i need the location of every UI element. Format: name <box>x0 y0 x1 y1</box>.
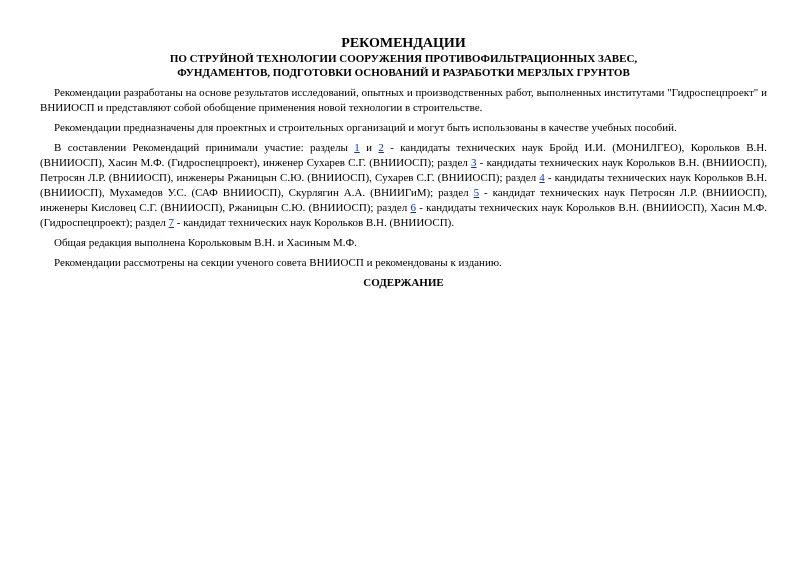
contents-heading: СОДЕРЖАНИЕ <box>363 277 444 289</box>
authors-text-2: - кандидаты технических наук Бройд И.И. (МОНИЛГЕО), Корольков В.Н. (ВНИИОСП), Хасин М.Ф. (Гидроспецпроект), инженер Сухарев С.Г. (ВНИИОСП); раздел <box>40 142 767 169</box>
authors-text-5: - кандидат технических наук Петросян Л.Р. (ВНИИОСП), инженеры Кисловец С.Г. (ВНИИОСП), Ржаницын С.Ю. (ВНИИОСП); раздел <box>40 187 767 214</box>
section-link-6[interactable]: 6 <box>410 202 416 214</box>
section-link-1[interactable]: 1 <box>354 142 360 154</box>
section-link-7[interactable]: 7 <box>168 217 175 229</box>
paragraph-authors <box>40 141 767 231</box>
paragraph-editors: Общая редакция выполнена Корольковым В.Н. и Хасиным М.Ф. <box>54 237 357 249</box>
paragraph-approval: Рекомендации рассмотрены на секции ученого совета ВНИИОСП и рекомендованы к изданию. <box>54 257 502 269</box>
document-title: РЕКОМЕНДАЦИИ <box>341 36 466 51</box>
authors-text-3: - кандидаты технических наук Корольков В.Н. (ВНИИОСП), Петросян Л.Р. (ВНИИОСП), инженеры Ржаницын С.Ю. (ВНИИОСП), Сухарев С.Г. (ВНИИОСП); раздел <box>40 157 767 184</box>
section-link-3[interactable]: 3 <box>471 157 477 169</box>
authors-text-0: В составлении Рекомендаций принимали участие: разделы <box>54 142 355 154</box>
paragraph-purpose: Рекомендации предназначены для проектных и строительных организаций и могут быть использованы в качестве учебных пособий. <box>54 122 677 134</box>
authors-text-4: - кандидаты технических наук Корольков В.Н. (ВНИИОСП), Мухамедов У.С. (САФ ВНИИОСП), Скурлягин А.А. (ВНИИГиМ); раздел <box>40 172 767 199</box>
section-link-4[interactable]: 4 <box>539 172 545 184</box>
authors-text-6: - кандидаты технических наук Корольков В.Н. (ВНИИОСП), Хасин М.Ф. (Гидроспецпроект); раздел <box>40 202 767 229</box>
authors-text-7: - кандидат технических наук Корольков В.Н. (ВНИИОСП). <box>174 217 455 229</box>
document-subtitle-line-2: ФУНДАМЕНТОВ, ПОДГОТОВКИ ОСНОВАНИЙ И РАЗРАБОТКИ МЕРЗЛЫХ ГРУНТОВ <box>177 67 630 79</box>
document-subtitle-line-1: ПО СТРУЙНОЙ ТЕХНОЛОГИИ СООРУЖЕНИЯ ПРОТИВОФИЛЬТРАЦИОННЫХ ЗАВЕС, <box>169 53 638 65</box>
paragraph-development: Рекомендации разработаны на основе результатов исследований, опытных и производственных работ, выполненных институтами "Гидроспецпроект" и ВНИИОСП и представляют собой обобщение применения новой технологии в строительстве. <box>40 87 767 114</box>
section-link-5[interactable]: 5 <box>473 187 480 199</box>
section-link-2[interactable]: 2 <box>378 142 384 154</box>
authors-text-1: и <box>359 142 379 154</box>
